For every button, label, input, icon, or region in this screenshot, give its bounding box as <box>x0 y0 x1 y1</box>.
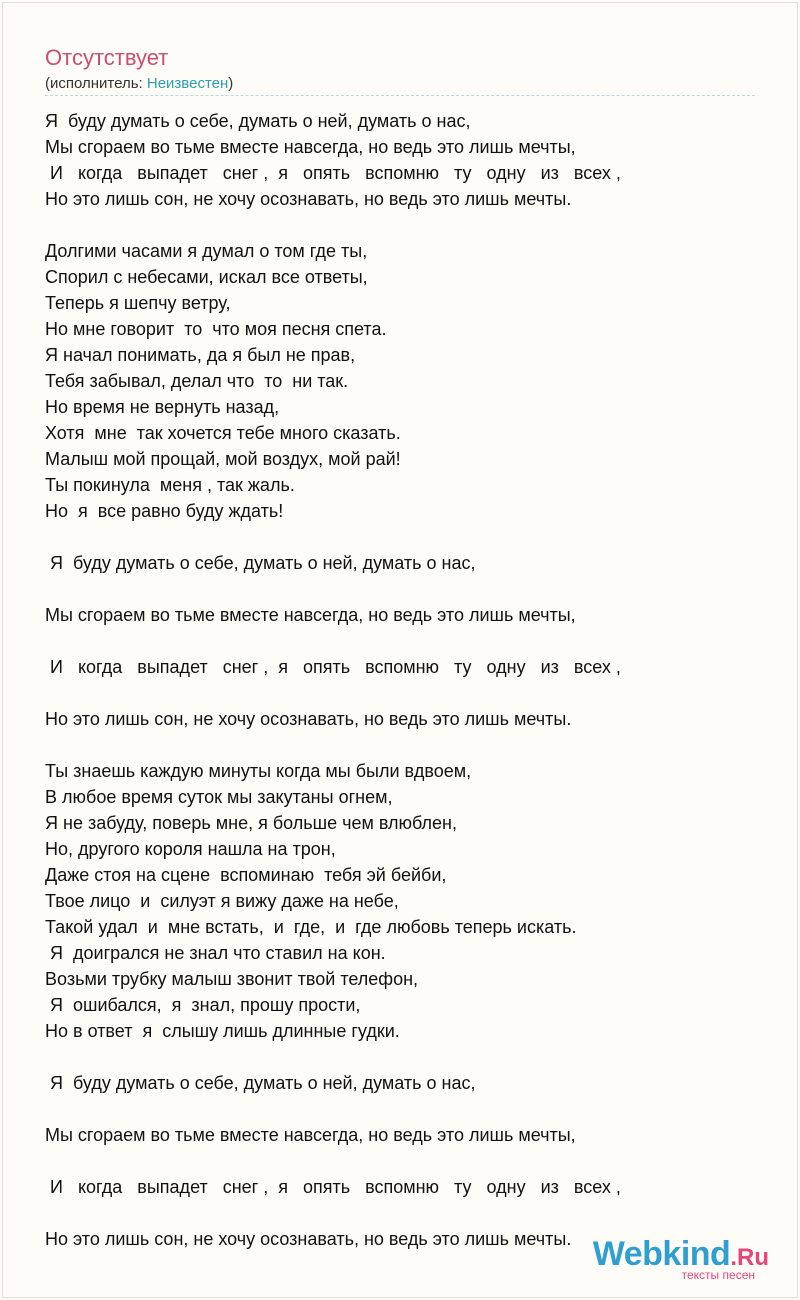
lyrics-line: Я буду думать о себе, думать о ней, думать о нас, <box>45 553 476 573</box>
lyrics-line: Я начал понимать, да я был не прав, <box>45 345 356 365</box>
lyrics-line: Ты знаешь каждую минуты когда мы были вдвоем, <box>45 761 472 781</box>
logo-tld: .Ru <box>730 1244 769 1271</box>
lyrics-line: Спорил с небесами, искал все ответы, <box>45 267 368 287</box>
song-title: Отсутствует <box>45 45 169 70</box>
lyrics-line: Но это лишь сон, не хочу осознавать, но ведь это лишь мечты. <box>45 1229 572 1249</box>
lyrics-line: Долгими часами я думал о том где ты, <box>45 241 368 261</box>
lyrics-blank-line <box>45 732 767 758</box>
lyrics-line: Малыш мой прощай, мой воздух, мой рай! <box>45 449 401 469</box>
lyrics-line: Я не забуду, поверь мне, я больше чем влюблен, <box>45 813 457 833</box>
artist-link[interactable]: Неизвестен <box>146 75 229 92</box>
lyrics-line: Но это лишь сон, не хочу осознавать, но ведь это лишь мечты. <box>45 709 572 729</box>
artist-line <box>45 75 233 92</box>
logo-main-text: Webkind <box>592 1235 731 1273</box>
lyrics-blank-line <box>45 680 767 706</box>
title-divider <box>45 95 755 96</box>
lyrics-line: Мы сгораем во тьме вместе навсегда, но ведь это лишь мечты, <box>45 605 576 625</box>
lyrics-line: Я буду думать о себе, думать о ней, думать о нас, <box>45 111 471 131</box>
lyrics-line: Но я все равно буду ждать! <box>45 501 284 521</box>
lyrics-line: Но в ответ я слышу лишь длинные гудки. <box>45 1021 400 1041</box>
lyrics-line: Хотя мне так хочется тебе много сказать. <box>45 423 401 443</box>
lyrics-line: Я ошибался, я знал, прошу прости, <box>45 995 361 1015</box>
lyrics-line: Но время не вернуть назад, <box>45 397 280 417</box>
lyrics-line: Я доигрался не знал что ставил на кон. <box>45 943 386 963</box>
lyrics-line: Но мне говорит то что моя песня спета. <box>45 319 387 339</box>
lyrics-line: Но, другого короля нашла на трон, <box>45 839 336 859</box>
lyrics-line: Мы сгораем во тьме вместе навсегда, но ведь это лишь мечты, <box>45 137 576 157</box>
lyrics-blank-line <box>45 1148 767 1174</box>
site-logo[interactable] <box>593 1235 769 1282</box>
lyrics-line: Но это лишь сон, не хочу осознавать, но ведь это лишь мечты. <box>45 189 572 209</box>
lyrics-line: Я буду думать о себе, думать о ней, думать о нас, <box>45 1073 476 1093</box>
lyrics-line: Такой удал и мне встать, и где, и где любовь теперь искать. <box>45 917 577 937</box>
lyrics-line: Ты покинула меня , так жаль. <box>45 475 295 495</box>
artist-prefix: (исполнитель: <box>45 75 147 92</box>
lyrics-blank-line <box>45 576 767 602</box>
lyrics-line: И когда выпадет снег , я опять вспомню ту одну из всех , <box>45 163 621 183</box>
lyrics-line: И когда выпадет снег , я опять вспомню ту одну из всех , <box>45 1177 621 1197</box>
lyrics-blank-line <box>45 628 767 654</box>
lyrics-blank-line <box>45 1096 767 1122</box>
page-frame <box>2 2 798 1298</box>
lyrics-body <box>45 108 767 1252</box>
lyrics-line: Возьми трубку малыш звонит твой телефон, <box>45 969 419 989</box>
lyrics-line: Тебя забывал, делал что то ни так. <box>45 371 349 391</box>
lyrics-line: Теперь я шепчу ветру, <box>45 293 231 313</box>
lyrics-blank-line <box>45 1200 767 1226</box>
lyrics-blank-line <box>45 1044 767 1070</box>
lyrics-line: Даже стоя на сцене вспоминаю тебя эй бейби, <box>45 865 447 885</box>
lyrics-line: В любое время суток мы закутаны огнем, <box>45 787 393 807</box>
lyrics-blank-line <box>45 212 767 238</box>
lyrics-blank-line <box>45 524 767 550</box>
lyrics-line: И когда выпадет снег , я опять вспомню ту одну из всех , <box>45 657 621 677</box>
logo-tagline: тексты песен <box>681 1268 755 1282</box>
lyrics-line: Твое лицо и силуэт я вижу даже на небе, <box>45 891 399 911</box>
lyrics-line: Мы сгораем во тьме вместе навсегда, но ведь это лишь мечты, <box>45 1125 576 1145</box>
artist-suffix: ) <box>228 75 234 92</box>
